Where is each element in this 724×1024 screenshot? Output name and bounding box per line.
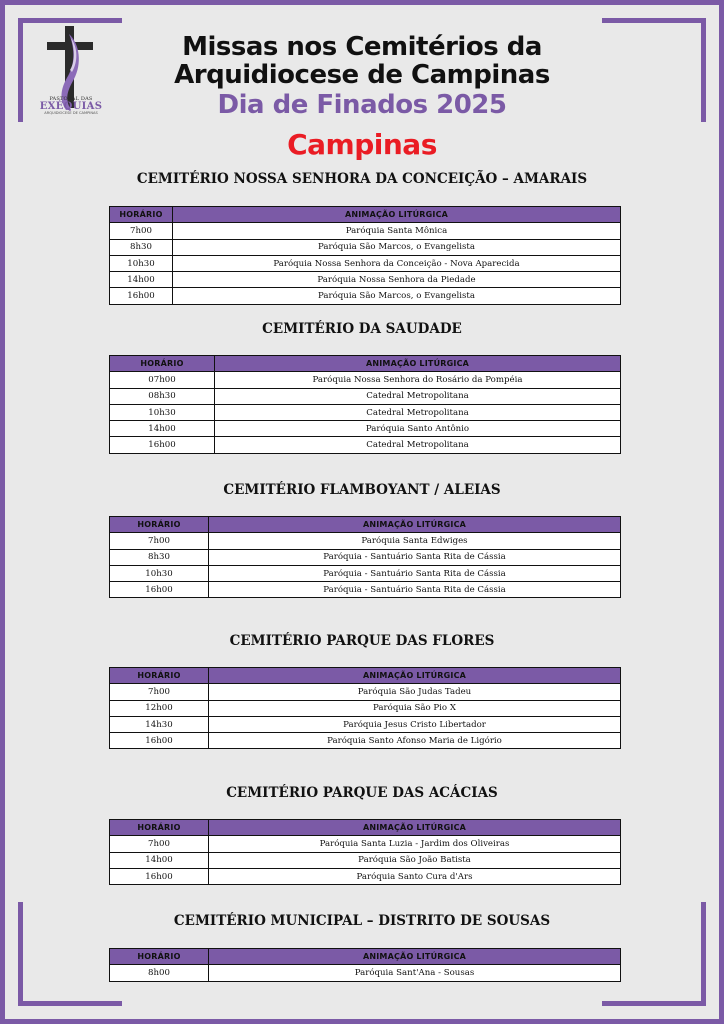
- table-row: [110, 255, 621, 271]
- parish-cell: Catedral Metropolitana: [215, 404, 621, 420]
- parish-cell: Paróquia São Judas Tadeu: [209, 684, 621, 700]
- parish-cell: Paróquia Nossa Senhora da Conceição - Nova Aparecida: [173, 255, 621, 271]
- table-header-row: [110, 949, 621, 965]
- section-title-parque-das-flores: CEMITÉRIO PARQUE DAS FLORES: [229, 633, 495, 649]
- parish-cell: Catedral Metropolitana: [215, 388, 621, 404]
- section-title-sousas: CEMITÉRIO MUNICIPAL – DISTRITO DE SOUSAS: [173, 913, 551, 929]
- time-cell: 12h00: [110, 700, 209, 716]
- table-row: [110, 852, 621, 868]
- section-title-amarais: CEMITÉRIO NOSSA SENHORA DA CONCEIÇÃO – AMARAIS: [136, 171, 588, 187]
- column-header-animation: ANIMAÇÃO LITÚRGICA: [215, 356, 621, 372]
- parish-cell: Paróquia Nossa Senhora da Piedade: [173, 272, 621, 288]
- schedule-table-parque-das-flores: [109, 667, 621, 749]
- table-row: [110, 372, 621, 388]
- time-cell: 7h00: [110, 684, 209, 700]
- table-header-row: [110, 820, 621, 836]
- table-row: [110, 437, 621, 453]
- city-title: Campinas: [287, 128, 437, 161]
- corner-bracket-top-right-v: [701, 18, 706, 122]
- parish-cell: Paróquia São Marcos, o Evangelista: [173, 288, 621, 304]
- table-row: [110, 223, 621, 239]
- time-cell: 14h30: [110, 716, 209, 732]
- parish-cell: Paróquia Sant'Ana - Sousas: [209, 965, 621, 981]
- parish-cell: Paróquia São Pio X: [209, 700, 621, 716]
- table-row: [110, 421, 621, 437]
- column-header-animation: ANIMAÇÃO LITÚRGICA: [209, 668, 621, 684]
- table-row: [110, 700, 621, 716]
- parish-cell: Paróquia - Santuário Santa Rita de Cássia: [209, 565, 621, 581]
- parish-cell: Paróquia - Santuário Santa Rita de Cássia: [209, 549, 621, 565]
- table-header-row: [110, 356, 621, 372]
- parish-cell: Catedral Metropolitana: [215, 437, 621, 453]
- time-cell: 16h00: [110, 288, 173, 304]
- column-header-time: HORÁRIO: [110, 820, 209, 836]
- logo-line1: PASTORAL DAS: [49, 96, 93, 102]
- time-cell: 14h00: [110, 421, 215, 437]
- parish-cell: Paróquia Santo Cura d'Ars: [209, 868, 621, 884]
- time-cell: 10h30: [110, 404, 215, 420]
- table-row: [110, 533, 621, 549]
- time-cell: 7h00: [110, 533, 209, 549]
- table-header-row: [110, 517, 621, 533]
- schedule-table-saudade: [109, 355, 621, 454]
- table-row: [110, 272, 621, 288]
- time-cell: 16h00: [110, 733, 209, 749]
- time-cell: 10h30: [110, 565, 209, 581]
- table-row: [110, 404, 621, 420]
- section-title-saudade: CEMITÉRIO DA SAUDADE: [262, 321, 462, 337]
- table-row: [110, 965, 621, 981]
- corner-bracket-top-right: [602, 18, 706, 23]
- time-cell: 7h00: [110, 223, 173, 239]
- table-header-row: [110, 207, 621, 223]
- page-title-line2: Arquidiocese de Campinas: [174, 60, 550, 90]
- table-row: [110, 239, 621, 255]
- column-header-time: HORÁRIO: [110, 668, 209, 684]
- column-header-time: HORÁRIO: [110, 949, 209, 965]
- corner-bracket-top-left-v: [18, 18, 23, 122]
- time-cell: 8h30: [110, 239, 173, 255]
- time-cell: 14h00: [110, 852, 209, 868]
- corner-bracket-bottom-right: [602, 1001, 706, 1006]
- table-row: [110, 549, 621, 565]
- parish-cell: Paróquia Nossa Senhora do Rosário da Pompéia: [215, 372, 621, 388]
- table-header-row: [110, 668, 621, 684]
- parish-cell: Paróquia Santa Luzia - Jardim dos Oliveiras: [209, 836, 621, 852]
- time-cell: 16h00: [110, 437, 215, 453]
- schedule-table-amarais: [109, 206, 621, 305]
- time-cell: 14h00: [110, 272, 173, 288]
- column-header-animation: ANIMAÇÃO LITÚRGICA: [209, 517, 621, 533]
- column-header-time: HORÁRIO: [110, 356, 215, 372]
- time-cell: 8h00: [110, 965, 209, 981]
- logo-line3: ARQUIDIOCESE DE CAMPINAS: [44, 111, 98, 115]
- column-header-animation: ANIMAÇÃO LITÚRGICA: [209, 949, 621, 965]
- time-cell: 10h30: [110, 255, 173, 271]
- corner-bracket-bottom-left-v: [18, 902, 23, 1006]
- time-cell: 16h00: [110, 868, 209, 884]
- parish-cell: Paróquia Santa Mônica: [173, 223, 621, 239]
- time-cell: 16h00: [110, 582, 209, 598]
- table-row: [110, 388, 621, 404]
- table-row: [110, 836, 621, 852]
- time-cell: 8h30: [110, 549, 209, 565]
- table-row: [110, 868, 621, 884]
- parish-cell: Paróquia Santo Afonso Maria de Ligório: [209, 733, 621, 749]
- parish-cell: Paróquia São João Batista: [209, 852, 621, 868]
- parish-cell: Paróquia São Marcos, o Evangelista: [173, 239, 621, 255]
- table-row: [110, 716, 621, 732]
- column-header-time: HORÁRIO: [110, 517, 209, 533]
- time-cell: 07h00: [110, 372, 215, 388]
- parish-cell: Paróquia - Santuário Santa Rita de Cássia: [209, 582, 621, 598]
- time-cell: 08h30: [110, 388, 215, 404]
- table-row: [110, 684, 621, 700]
- schedule-table-parque-das-acacias: [109, 819, 621, 885]
- corner-bracket-bottom-left: [18, 1001, 122, 1006]
- corner-bracket-top-left: [18, 18, 122, 23]
- schedule-table-sousas: [109, 948, 621, 982]
- time-cell: 7h00: [110, 836, 209, 852]
- page-subtitle: Dia de Finados 2025: [217, 90, 507, 120]
- table-row: [110, 582, 621, 598]
- section-title-flamboyant: CEMITÉRIO FLAMBOYANT / ALEIAS: [223, 482, 501, 498]
- column-header-animation: ANIMAÇÃO LITÚRGICA: [173, 207, 621, 223]
- parish-cell: Paróquia Santo Antônio: [215, 421, 621, 437]
- table-row: [110, 565, 621, 581]
- parish-cell: Paróquia Jesus Cristo Libertador: [209, 716, 621, 732]
- table-row: [110, 733, 621, 749]
- section-title-parque-das-acacias: CEMITÉRIO PARQUE DAS ACÁCIAS: [226, 785, 498, 801]
- corner-bracket-bottom-right-v: [701, 902, 706, 1006]
- column-header-time: HORÁRIO: [110, 207, 173, 223]
- column-header-animation: ANIMAÇÃO LITÚRGICA: [209, 820, 621, 836]
- table-row: [110, 288, 621, 304]
- parish-cell: Paróquia Santa Edwiges: [209, 533, 621, 549]
- logo-line2: EXÉQUIAS: [39, 101, 103, 112]
- page-title-line1: Missas nos Cemitérios da: [182, 32, 542, 62]
- schedule-table-flamboyant: [109, 516, 621, 598]
